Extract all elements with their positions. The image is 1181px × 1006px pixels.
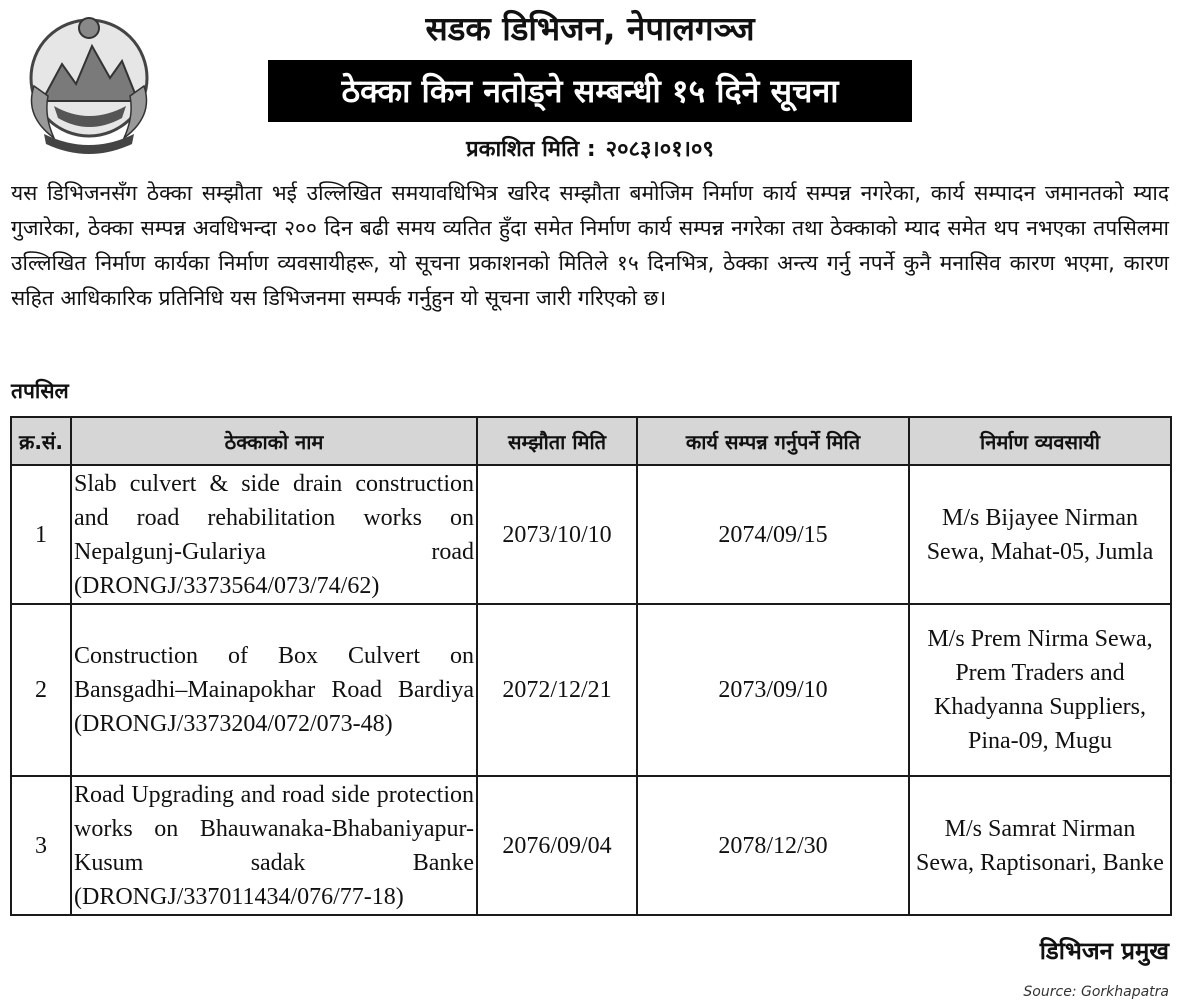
header-completion-date: कार्य सम्पन्न गर्नुपर्ने मिति [637,417,909,465]
contracts-table [10,416,1172,916]
row-contractor: M/s Samrat Nirman Sewa, Raptisonari, Banke [909,776,1171,915]
row-completion-date: 2074/09/15 [637,465,909,604]
signature-title: डिभिजन प्रमुख [1039,937,1169,965]
published-date-label: प्रकाशित मिति : [466,137,596,162]
table-row [11,604,1171,776]
row-contract-name: Slab culvert & side drain construction and road rehabilitation works on Nepalgunj-Gulariya road (DRONGJ/3373564/073/74/62) [71,465,477,604]
row-serial: 2 [11,604,71,776]
row-serial: 1 [11,465,71,604]
published-date-line [400,134,780,166]
row-completion-date: 2078/12/30 [637,776,909,915]
government-emblem-icon [14,6,164,156]
row-contractor: M/s Prem Nirma Sewa, Prem Traders and Khadyanna Suppliers, Pina-09, Mugu [909,604,1171,776]
row-serial: 3 [11,776,71,915]
notice-paragraph: यस डिभिजनसँग ठेक्का सम्झौता भई उल्लिखित समयावधिभित्र खरिद सम्झौता बमोजिम निर्माण कार्य सम्पन्न नगरेका, कार्य सम्पादन जमानतको म्याद गुजारेका, ठेक्का सम्पन्न अवधिभन्दा २०० दिन बढी समय व्यतित हुँदा समेत निर्माण कार्य सम्पन्न नगरेका तथा ठेक्काको म्याद समेत थप नभएका तपसिलमा उल्लिखित निर्माण कार्यका निर्माण व्यवसायीहरू, यो सूचना प्रकाशनको मितिले १५ दिनभित्र, ठेक्का अन्त्य गर्नु नपर्ने कुनै मनासिव कारण भएमा, कारण सहित आधिकारिक प्रतिनिधि यस डिभिजनमा सम्पर्क गर्नुहुन यो सूचना जारी गरिएको छ। [11,181,1169,310]
source-credit: Source: Gorkhapatra [1023,984,1169,1000]
header-serial: क्र.सं. [11,417,71,465]
row-completion-date: 2073/09/10 [637,604,909,776]
table-row [11,465,1171,604]
header-contractor: निर्माण व्यवसायी [909,417,1171,465]
row-contract-name: Road Upgrading and road side protection works on Bhauwanaka-Bhabaniyapur-Kusum sadak Banke (DRONGJ/337011434/076/77-18) [71,776,477,915]
row-agreement-date: 2072/12/21 [477,604,637,776]
row-agreement-date: 2076/09/04 [477,776,637,915]
header-contract-name: ठेक्काको नाम [71,417,477,465]
list-heading: तपसिल [11,379,69,403]
table-row [11,776,1171,915]
row-contract-name: Construction of Box Culvert on Bansgadhi–Mainapokhar Road Bardiya (DRONGJ/3373204/072/073-48) [71,604,477,776]
published-date-value: २०८३।०१।०९ [605,137,714,162]
table-header-row [11,417,1171,465]
row-agreement-date: 2073/10/10 [477,465,637,604]
row-contractor: M/s Bijayee Nirman Sewa, Mahat-05, Jumla [909,465,1171,604]
office-title: सडक डिभिजन, नेपालगञ्ज [425,9,755,48]
notice-title: ठेक्का किन नतोड्ने सम्बन्धी १५ दिने सूचना [268,60,912,122]
header-agreement-date: सम्झौता मिति [477,417,637,465]
